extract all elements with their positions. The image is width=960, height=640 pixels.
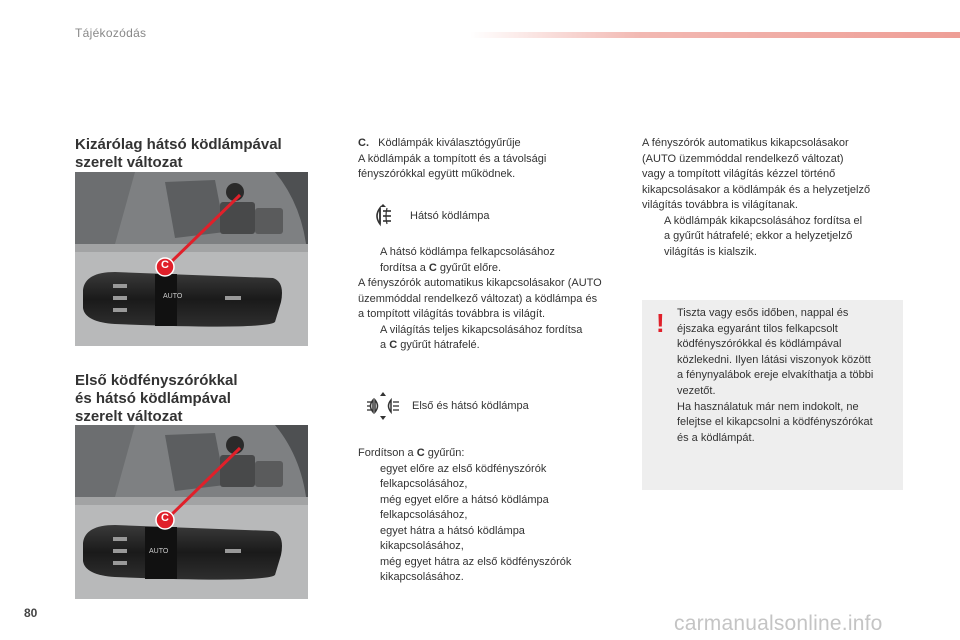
rear-fog-icon-label: Hátsó ködlámpa <box>410 210 490 222</box>
text-line: vagy a tompított világítás kézzel történő <box>642 168 836 180</box>
rear-fog-icon-row <box>370 203 490 229</box>
callout-line <box>168 195 240 265</box>
section-title-line: Első ködfényszórókkal <box>75 372 238 389</box>
rear-fog-lamp-icon <box>370 203 396 229</box>
list-item: A ködlámpák kikapcsolásához fordítsa el a gyűrűt hátrafelé; ekkor a helyzetjelző világítás is kialszik. <box>664 214 863 258</box>
col2-intro <box>358 136 623 183</box>
list-item: egyet hátra a hátsó ködlámpa kikapcsolásához, <box>380 524 525 552</box>
front-rear-fog-icon-label: Első és hátsó ködlámpa <box>412 400 529 412</box>
section-title-line: szerelt változat <box>75 408 183 425</box>
warning-text: Tiszta vagy esős időben, nappal és éjszaka egyaránt tilos felkapcsolt ködfényszórókkal és ködlámpával közlekedni. Ilyen látási viszonyok között a fénynyalábok ereje elvakíthatja a többi vezetőt. Ha használatuk már nem indokolt, ne felejtse el kikapcsolni a ködfényszórókat és a ködlámpát. <box>677 307 874 444</box>
text-line: kikapcsolásakor a ködlámpák és a helyzetjelző <box>642 183 871 196</box>
text-line: A ködlámpák a tompított és a távolsági <box>358 152 547 165</box>
list-item: még egyet hátra az első ködfényszórók kikapcsolásához. <box>380 555 572 583</box>
watermark-text: carmanualsonline.info <box>674 612 883 635</box>
section-title-line: és hátsó ködlámpával <box>75 390 231 407</box>
intro-title: Ködlámpák kiválasztógyűrűje <box>378 137 521 149</box>
warning-box <box>642 300 903 490</box>
text-line: világítás továbbra is világítanak. <box>642 199 798 211</box>
page-header-title: Tájékozódás <box>75 26 147 40</box>
text-line: (AUTO üzemmóddal rendelkező változat) <box>642 152 844 165</box>
list-item: A hátsó ködlámpa felkapcsolásához fordítsa a C gyűrűt előre. <box>380 246 555 274</box>
callout-letter-c: C <box>161 512 169 524</box>
text-line: fényszórókkal együtt működnek. <box>358 168 516 180</box>
list-item: egyet előre az első ködfényszórók felkapcsolásához, <box>380 462 547 490</box>
warning-exclamation-icon: ! <box>656 308 665 338</box>
section-title-line: szerelt változat <box>75 154 183 171</box>
col3-text <box>642 136 912 260</box>
col2-rear-instructions <box>358 245 628 354</box>
text-line: A fényszórók automatikus kikapcsolásakor (AUTO <box>358 277 602 289</box>
intro-letter: C. <box>358 137 369 149</box>
list-item: még egyet előre a hátsó ködlámpa felkapcsolásához, <box>380 493 549 521</box>
svg-text:AUTO: AUTO <box>163 293 183 300</box>
list-item: A világítás teljes kikapcsolásához fordítsa a C gyűrűt hátrafelé. <box>380 323 583 351</box>
svg-text:AUTO: AUTO <box>149 548 169 555</box>
section-title-line: Kizárólag hátsó ködlámpával <box>75 136 282 153</box>
text-line: a tompított világítás továbbra is világít. <box>358 308 546 320</box>
callout-line <box>168 448 240 518</box>
text-line: üzemmóddal rendelkező változat) a ködlámpa és <box>358 292 598 305</box>
front-rear-fog-icon-row <box>366 391 529 421</box>
callout-letter-c: C <box>161 259 169 271</box>
col2-front-instructions: Fordítson a C gyűrűn: egyet előre az első ködfényszórók felkapcsolásához, még egyet előre a hátsó ködlámpa felkapcsolásához, egyet hátra a hátsó ködlámpa kikapcsolásához, még egyet hátra az első ködfényszórók kikapcsolásához. <box>358 446 628 586</box>
text-line: A fényszórók automatikus kikapcsolásakor <box>642 137 849 149</box>
front-rear-fog-lamp-icon <box>366 391 400 421</box>
page-number: 80 <box>24 606 38 620</box>
